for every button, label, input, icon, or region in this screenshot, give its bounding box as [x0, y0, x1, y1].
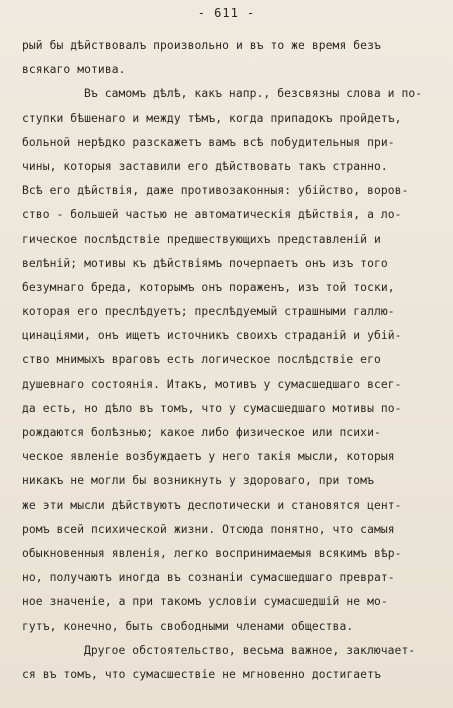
text-line: ство - большей частью не автоматическія дѣйствія, а ло- — [22, 208, 402, 222]
text-line: но, получаютъ иногда въ сознаніи сумасшедшаго преврат- — [22, 571, 395, 585]
text-line: гутъ, конечно, быть свободными членами общества. — [22, 619, 354, 633]
text-line: чины, которыя заставили его дѣйствовать такъ странно. — [22, 159, 388, 173]
text-line: обыкновенныя явленія, легко воспринимаемыя всякимъ вѣр- — [22, 546, 402, 560]
page-number: - 611 - — [197, 6, 256, 20]
text-line: никакъ не могли бы возникнуть у здороваго, при томъ — [22, 474, 374, 488]
text-line: ромъ всей психической жизни. Отсюда понятно, что самыя — [22, 522, 395, 536]
text-line: Всѣ его дѣйствія, даже противозаконныя: убійство, воров- — [22, 184, 409, 198]
text-line: ся въ томъ, что сумасшествіе не мгновенно достигаетъ — [22, 667, 381, 681]
text-line: душевнаго состоянія. Итакъ, мотивъ у сумасшедшаго всег- — [22, 377, 402, 391]
text-line: цинаціями, онъ ищетъ источникъ своихъ страданій и убій- — [22, 329, 402, 343]
text-line: ство мнимыхъ враговъ есть логическое послѣдствіе его — [22, 353, 381, 367]
text-line: ное значеніе, а при такомъ условіи сумасшедшій не мо- — [22, 595, 388, 609]
text-line: рождаются болѣзнью; какое либо физическое или психи- — [22, 426, 381, 439]
text-line: велѣній; мотивы къ дѣйствіямъ почерпаетъ онъ изъ того — [22, 256, 388, 270]
text-line: же эти мысли дѣйствуютъ деспотически и становятся цент- — [22, 498, 402, 512]
text-line: всякаго мотива. — [22, 63, 126, 77]
text-line: рый бы дѣйствовалъ произвольно и въ то же время безъ — [22, 39, 381, 52]
body-text — [22, 34, 437, 687]
text-line: больной нерѣдко разскажетъ вамъ всѣ побудительныя при- — [22, 135, 395, 149]
text-line: да есть, но дѣло въ томъ, что у сумасшедшаго мотивы по- — [22, 401, 402, 415]
text-line: ческое явленіе возбуждаетъ у него такія мысли, которыя — [22, 450, 395, 464]
text-line: которая его преслѣдуетъ; преслѣдуемый страшными галлю- — [22, 305, 395, 319]
text-line: безумнаго бреда, которымъ онъ пораженъ, изъ той тоски, — [22, 280, 395, 294]
text-line: Въ самомъ дѣлѣ, какъ напр., безсвязны слова и по- — [84, 87, 423, 101]
text-line: ступки бѣшенаго и между тѣмъ, когда припадокъ пройдетъ, — [22, 111, 402, 125]
text-line: Другое обстоятельство, весьма важное, заключает- — [84, 643, 416, 657]
text-line: гическое послѣдствіе предшествующихъ представленій и — [22, 232, 381, 246]
